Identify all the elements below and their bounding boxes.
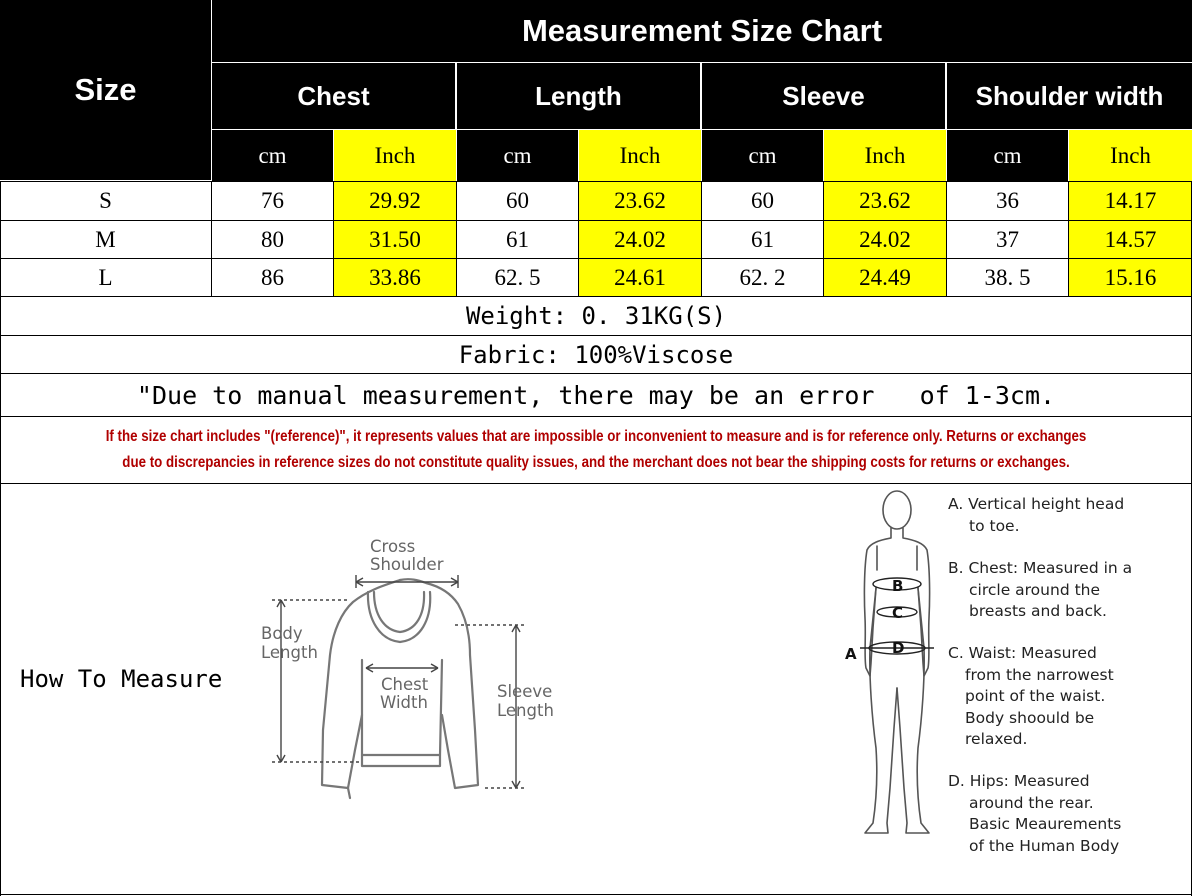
cell-value: 62. 2 <box>739 264 786 290</box>
cell-value: 62. 5 <box>494 264 541 290</box>
table-cell <box>1069 221 1192 258</box>
body-length-label: Body <box>261 624 303 643</box>
row-size-l <box>0 259 211 296</box>
group-label: Length <box>535 80 622 111</box>
body-label-d: D <box>892 639 905 657</box>
table-cell <box>334 221 456 258</box>
human-body-diagram <box>840 488 940 840</box>
body-label-c: C <box>892 604 904 622</box>
cell-value: 36 <box>996 188 1019 213</box>
table-cell <box>212 221 333 258</box>
body-label-b: B <box>892 577 904 595</box>
legend-line: breasts and back. <box>969 602 1107 620</box>
table-cell <box>212 182 333 220</box>
chart-title-text: Measurement Size Chart <box>521 13 883 48</box>
size-label: S <box>99 188 112 213</box>
cell-value: 24.49 <box>859 264 911 290</box>
legend-line: Body shoould be <box>965 708 1095 727</box>
legend-line: around the rear. <box>969 793 1094 812</box>
row-size-s <box>0 182 211 220</box>
cell-value: 37 <box>996 226 1019 252</box>
unit-label: cm <box>993 142 1022 168</box>
table-cell <box>457 259 578 296</box>
table-cell <box>824 182 946 220</box>
unit-inch <box>579 130 701 181</box>
unit-label: Inch <box>1110 142 1151 168</box>
cell-value: 38. 5 <box>984 264 1031 290</box>
garment-diagram <box>250 530 570 800</box>
table-cell <box>1069 259 1192 296</box>
legend-line: to toe. <box>969 516 1020 535</box>
table-cell <box>702 259 823 296</box>
legend-line: from the narrowest <box>965 665 1114 684</box>
error-note-row <box>0 374 1192 416</box>
error-note-text: "Due to manual measurement, there may be an error of 1-3cm. <box>136 380 1056 410</box>
unit-inch <box>1069 130 1192 181</box>
cell-value: 24.61 <box>614 264 666 290</box>
table-cell <box>824 221 946 258</box>
cell-value: 33.86 <box>369 264 421 290</box>
chest-width-label: Chest <box>381 675 429 694</box>
fabric-text: Fabric: 100%Viscose <box>458 340 734 369</box>
table-cell <box>702 221 823 258</box>
legend-line: of the Human Body <box>969 836 1120 855</box>
table-cell <box>457 221 578 258</box>
disclaimer-line-2: due to discrepancies in reference sizes do not constitute quality issues, and the merchant does not bear the shipping costs for returns or exchanges. <box>122 454 1070 471</box>
fabric-row <box>0 336 1192 373</box>
cell-value: 24.02 <box>614 226 666 252</box>
cell-value: 24.02 <box>859 226 911 252</box>
sleeve-length-label: Length <box>497 701 554 720</box>
table-cell <box>947 182 1068 220</box>
group-header-length <box>457 63 700 129</box>
cell-value: 14.17 <box>1104 188 1157 213</box>
unit-label: cm <box>503 142 532 168</box>
table-cell <box>947 221 1068 258</box>
disclaimer-line-1: If the size chart includes "(reference)", it represents values that are impossible or inconvenient to measure and is for reference only. Returns or exchanges <box>105 428 1087 445</box>
table-cell <box>334 182 456 220</box>
unit-cm <box>702 130 823 181</box>
cell-value: 86 <box>261 264 284 290</box>
unit-cm <box>947 130 1068 181</box>
table-cell <box>457 182 578 220</box>
cell-value: 61 <box>751 226 774 252</box>
legend-a <box>948 494 1124 537</box>
cell-value: 23.62 <box>614 188 666 213</box>
legend-b <box>948 558 1132 623</box>
weight-row <box>0 297 1192 334</box>
size-header-label: Size <box>74 72 137 107</box>
unit-cm <box>212 130 333 181</box>
legend-line: B. Chest: Measured in a <box>948 559 1133 577</box>
unit-inch <box>334 130 456 181</box>
table-cell <box>334 259 456 296</box>
unit-inch <box>824 130 946 181</box>
table-cell <box>212 259 333 296</box>
group-header-shoulder <box>947 63 1192 129</box>
table-cell <box>579 259 701 296</box>
cell-value: 15.16 <box>1104 264 1157 290</box>
unit-label: Inch <box>374 142 416 168</box>
sleeve-length-label: Sleeve <box>497 682 553 701</box>
table-cell <box>947 259 1068 296</box>
body-length-label: Length <box>261 643 318 662</box>
cell-value: 60 <box>751 188 774 213</box>
legend-line: point of the waist. <box>965 687 1106 705</box>
legend-line: C. Waist: Measured <box>948 644 1097 662</box>
group-label: Shoulder width <box>975 80 1164 111</box>
legend-line: D. Hips: Measured <box>948 772 1090 790</box>
chart-title <box>212 0 1192 62</box>
row-size-m <box>0 221 211 258</box>
size-label: L <box>98 264 113 290</box>
cell-value: 76 <box>261 188 284 213</box>
legend-c <box>948 643 1114 751</box>
how-to-measure-label: How To Measure <box>20 665 223 693</box>
unit-label: Inch <box>619 142 661 168</box>
cell-value: 14.57 <box>1104 226 1157 252</box>
cell-value: 29.92 <box>369 188 421 213</box>
table-cell <box>1069 182 1192 220</box>
cross-shoulder-label: Shoulder <box>370 555 444 574</box>
legend-line: A. Vertical height head <box>948 495 1125 513</box>
table-cell <box>824 259 946 296</box>
table-cell <box>579 182 701 220</box>
unit-label: cm <box>748 142 777 168</box>
table-cell <box>702 182 823 220</box>
cell-value: 80 <box>261 226 284 252</box>
legend-line: circle around the <box>969 580 1101 599</box>
table-cell <box>579 221 701 258</box>
unit-label: cm <box>258 142 287 168</box>
group-header-sleeve <box>702 63 945 129</box>
group-label: Chest <box>297 80 370 111</box>
group-label: Sleeve <box>782 80 865 111</box>
chest-width-label: Width <box>380 693 428 712</box>
cell-value: 31.50 <box>369 226 421 252</box>
unit-label: Inch <box>864 142 906 168</box>
weight-text: Weight: 0. 31KG(S) <box>465 301 727 330</box>
legend-d <box>948 771 1121 857</box>
cell-value: 60 <box>506 188 529 213</box>
cell-value: 23.62 <box>859 188 911 213</box>
size-label: M <box>95 226 116 252</box>
cross-shoulder-label: Cross <box>370 537 416 556</box>
disclaimer <box>0 424 1192 478</box>
legend-line: Basic Meaurements <box>969 815 1122 833</box>
unit-cm <box>457 130 578 181</box>
size-header <box>0 0 211 180</box>
body-label-a: A <box>845 645 857 663</box>
legend-line: relaxed. <box>965 730 1028 748</box>
group-header-chest <box>212 63 455 129</box>
cell-value: 61 <box>506 226 529 252</box>
